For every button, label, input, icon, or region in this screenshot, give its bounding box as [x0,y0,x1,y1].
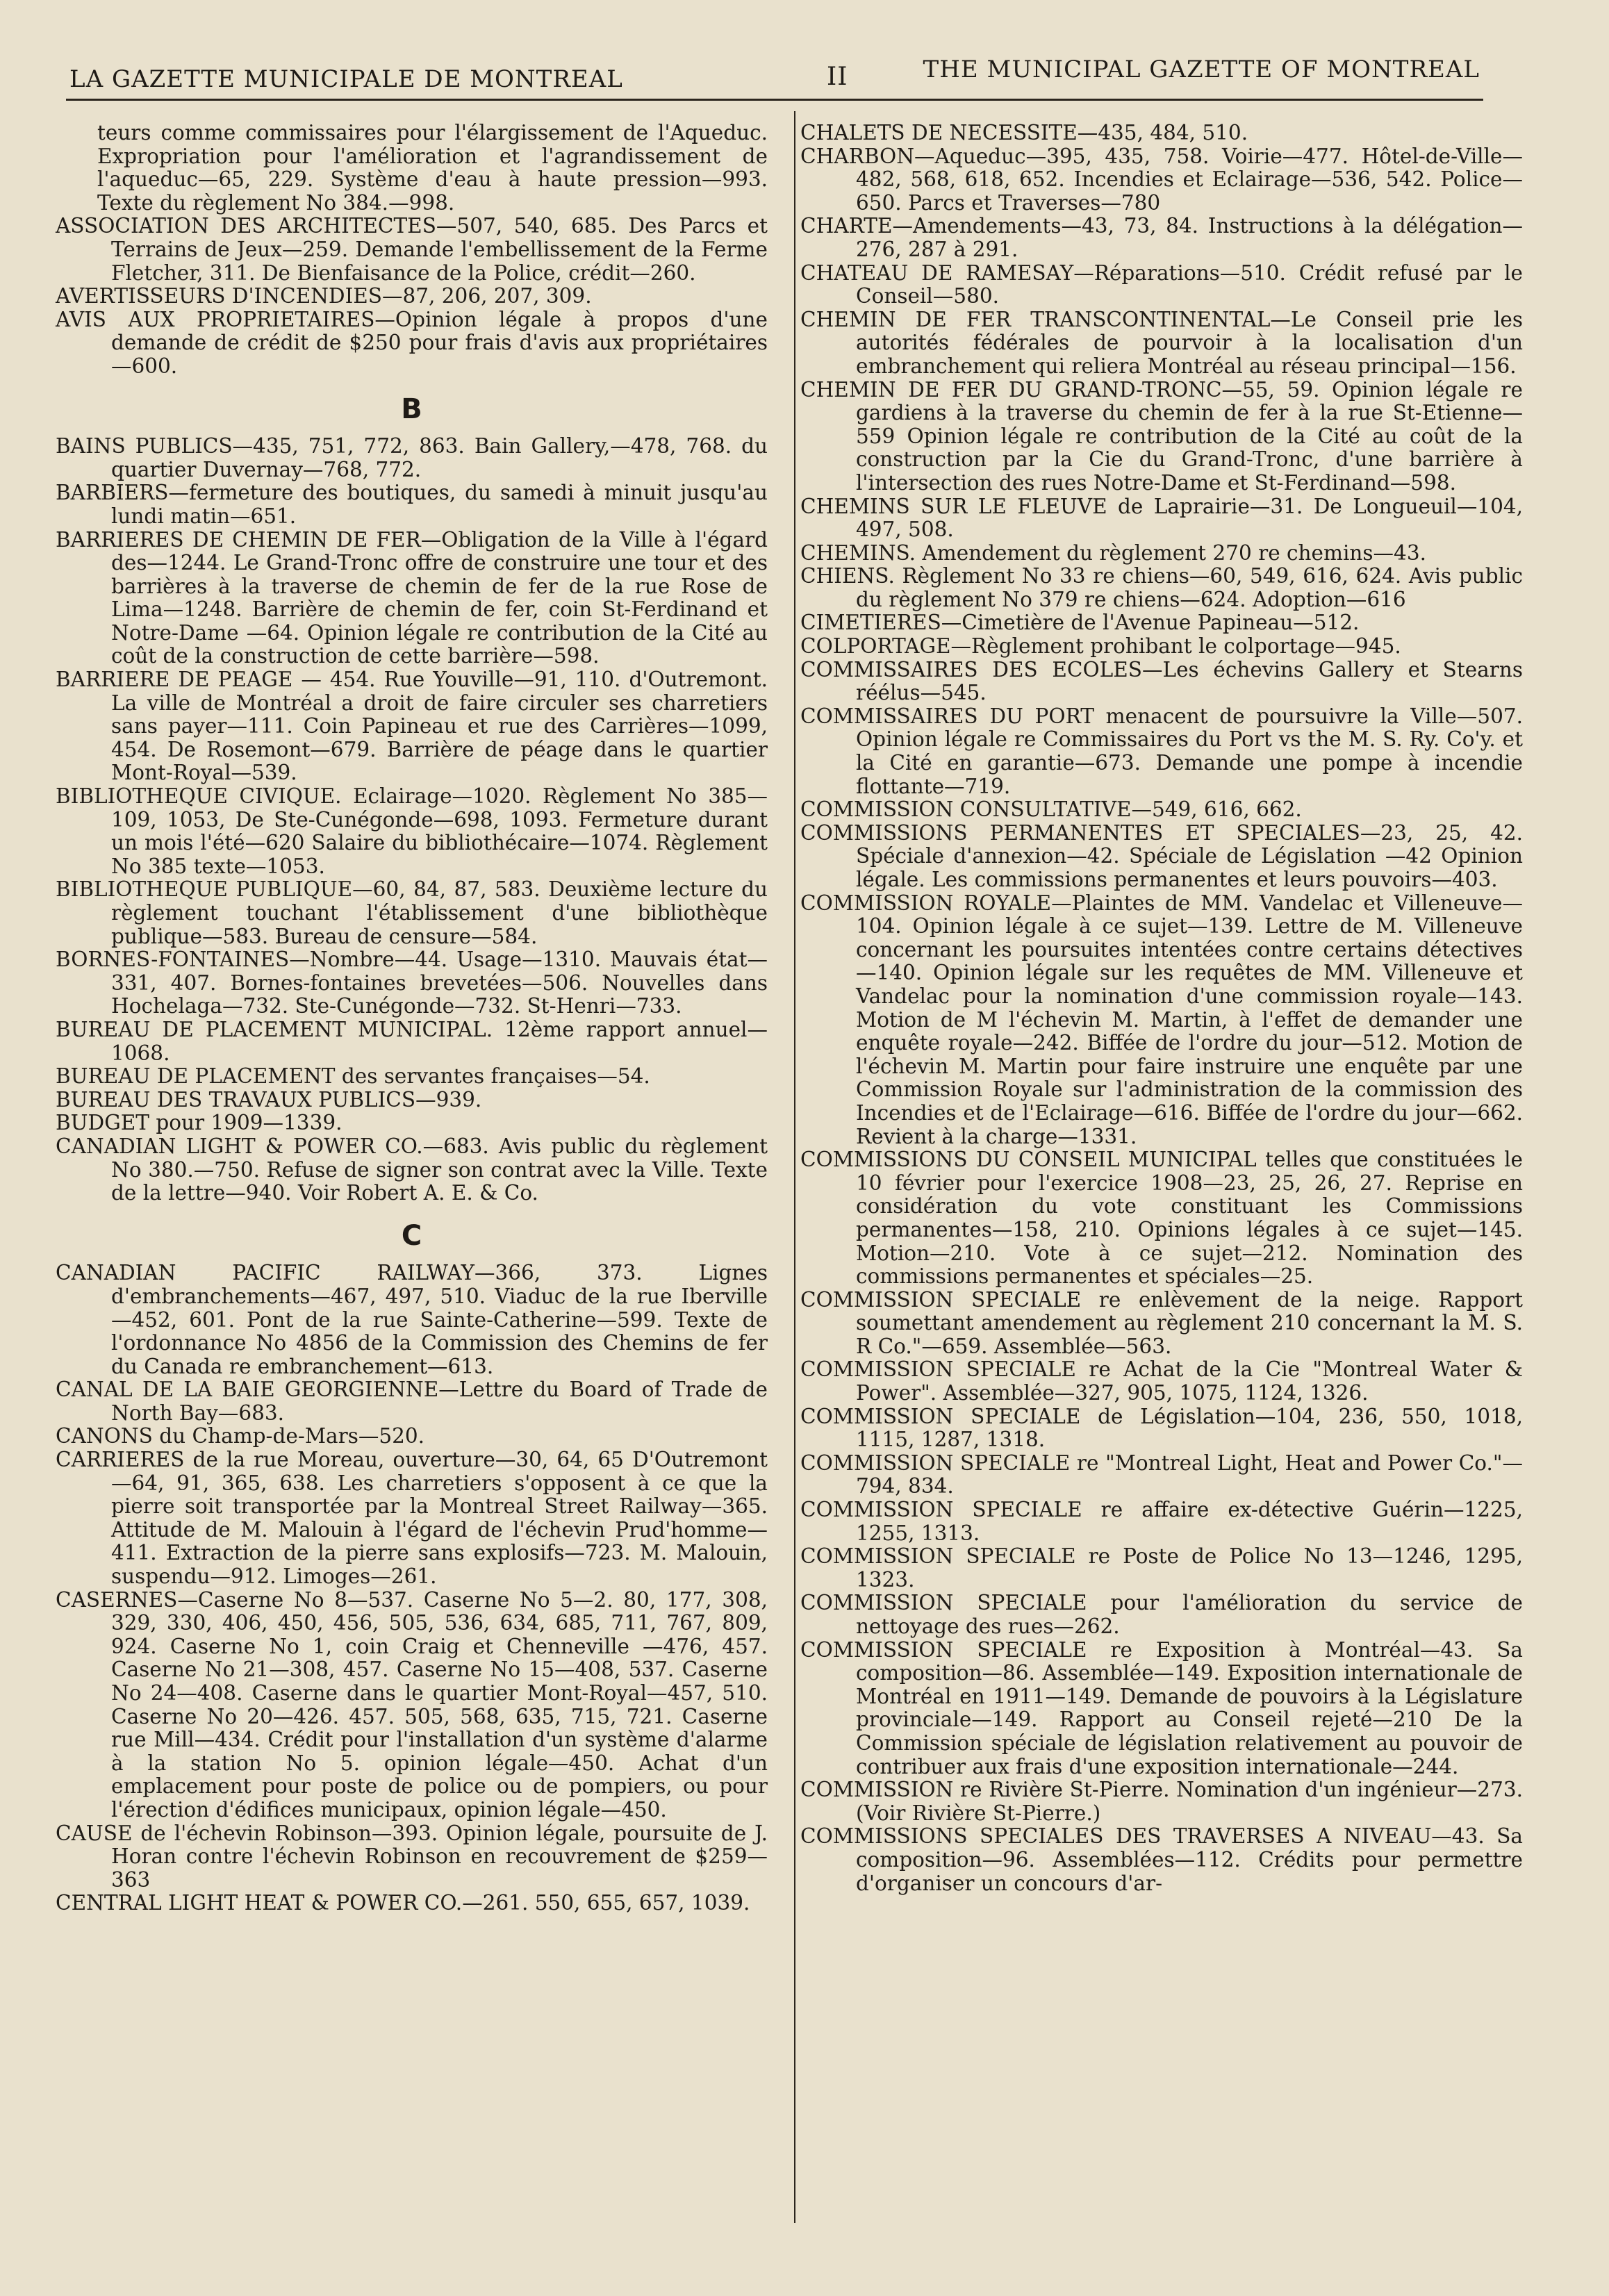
index-entry: BARRIERES DE CHEMIN DE FER—Obligation de la Ville à l'égard des—1244. Le Grand-Tronc offre de construire une tour et des barrières à la traverse de chemin de fer de la rue Rose de Lima—1248. Barrière de chemin de fer, coin St-Ferdinand et Notre-Dame —64. Opinion légale re contribution de la Cité au coût de la construction de cette barrière—598. [56,527,768,668]
index-entry: CHARBON—Aqueduc—395, 435, 758. Voirie—477. Hôtel-de-Ville—482, 568, 618, 652. Incendies et Eclairage—536, 542. Police—650. Parcs et Traverses—780 [800,144,1523,215]
page-number: II [827,63,848,91]
index-entry: CHIENS. Règlement No 33 re chiens—60, 549, 616, 624. Avis public du règlement No 379 re chiens—624. Adoption—616 [800,564,1523,611]
index-entry: COMMISSION SPECIALE re Poste de Police No 13—1246, 1295, 1323. [800,1544,1523,1592]
index-entry: BUDGET pour 1909—1339. [56,1111,343,1135]
index-entry: COMMISSION SPECIALE re Exposition à Montréal—43. Sa composition—86. Assemblée—149. Exposition internationale de Montréal en 1911—149. Demande de pouvoirs à la Législature provinciale—149. Rapport au Conseil rejeté—210 De la Commission spéciale de législation relativement au pouvoir de contribuer aux frais d'une exposition internationale—244. [800,1637,1523,1778]
index-entry: COMMISSION SPECIALE re affaire ex-détective Guérin—1225, 1255, 1313. [800,1498,1523,1545]
index-entry: CHATEAU DE RAMESAY—Réparations—510. Crédit refusé par le Conseil—580. [800,261,1523,308]
index-entry: CHEMINS. Amendement du règlement 270 re chemins—43. [800,540,1426,565]
index-entry: BIBLIOTHEQUE CIVIQUE. Eclairage—1020. Règlement No 385—109, 1053, De Ste-Cunégonde—698, 1093. Fermeture durant un mois l'été—620 Salaire du bibliothécaire—1074. Règlement No 385 texte—1053. [56,784,768,878]
index-entry: AVIS AUX PROPRIETAIRES—Opinion légale à propos d'une demande de crédit de $250 pour frais d'avis aux propriétaires—600. [56,307,768,378]
header-left-title: LA GAZETTE MUNICIPALE DE MONTREAL [69,65,623,93]
index-entry: CIMETIERES—Cimetière de l'Avenue Papineau—512. [800,611,1360,635]
index-entry: COMMISSION SPECIALE re "Montreal Light, Heat and Power Co."—794, 834. [800,1451,1523,1498]
index-entry: AVERTISSEURS D'INCENDIES—87, 206, 207, 309. [56,284,592,308]
left-column [56,122,768,1915]
index-entry: CASERNES—Caserne No 8—537. Caserne No 5—2. 80, 177, 308, 329, 330, 406, 450, 456, 505, 536, 634, 685, 711, 767, 809, 924. Caserne No 1, coin Craig et Chenneville —476, 457. Caserne No 21—308, 457. Caserne No 15—408, 537. Caserne No 24—408. Caserne dans le quartier Mont-Royal—457, 510. Caserne No 20—426. 457. 505, 568, 635, 715, 721. Caserne rue Mill—434. Crédit pour l'installation d'un système d'alarme à la station No 5. opinion légale—450. Achat d'un emplacement pour poste de police ou de pompiers, ou pour l'érection d'édifices municipaux, opinion légale—450. [56,1587,768,1822]
index-entry: CHEMIN DE FER DU GRAND-TRONC—55, 59. Opinion légale re gardiens à la traverse du chemin de fer à la rue St-Etienne—559 Opinion légale re contribution de la Cité au coût de la construction par la Cie du Grand-Tronc, d'une barrière à l'intersection des rues Notre-Dame et St-Ferdinand—598. [800,377,1523,495]
page-header [69,56,1480,97]
index-entry: CHARTE—Amendements—43, 73, 84. Instructions à la délégation—276, 287 à 291. [800,214,1523,261]
index-entry: COMMISSION CONSULTATIVE—549, 616, 662. [800,798,1302,822]
index-entry: COMMISSIONS DU CONSEIL MUNICIPAL telles que constituées le 10 février pour l'exercice 1908—23, 25, 26, 27. Reprise en considération du vote constituant les Commissions permanentes—158, 210. Opinions légales à ce sujet—145. Motion—210. Vote à ce sujet—212. Nomination des commissions permanentes et spéciales—25. [800,1148,1523,1289]
index-entry: BAINS PUBLICS—435, 751, 772, 863. Bain Gallery,—478, 768. du quartier Duvernay—768, 772. [56,434,768,481]
index-entry: COMMISSIONS SPECIALES DES TRAVERSES A NIVEAU—43. Sa composition—96. Assemblées—112. Crédits pour permettre d'organiser un concours d'ar- [800,1824,1523,1895]
column-divider [794,111,795,2223]
index-entry: COMMISSION SPECIALE pour l'amélioration du service de nettoyage des rues—262. [800,1591,1523,1638]
index-entry: BUREAU DE PLACEMENT des servantes françaises—54. [56,1064,650,1089]
section-letter-b: B [401,393,422,425]
index-entry: CANADIAN LIGHT & POWER CO.—683. Avis public du règlement No 380.—750. Refuse de signer son contrat avec la Ville. Texte de la lettre—940. Voir Robert A. E. & Co. [56,1134,768,1205]
index-entry: BARRIERE DE PEAGE — 454. Rue Youville—91, 110. d'Outremont. La ville de Montréal a droit de faire circuler ses charretiers sans payer—111. Coin Papineau et rue des Carrières—1099, 454. De Rosemont—679. Barrière de péage dans le quartier Mont-Royal—539. [56,668,768,785]
header-rule [66,99,1483,101]
index-entry: CHEMINS SUR LE FLEUVE de Laprairie—31. De Longueuil—104, 497, 508. [800,494,1523,542]
section-letter-c: C [401,1219,422,1252]
index-entry: COLPORTAGE—Règlement prohibant le colportage—945. [800,634,1401,659]
index-entry: CHEMIN DE FER TRANSCONTINENTAL—Le Conseil prie les autorités fédérales de pourvoir à la localisation d'un embranchement qui reliera Montréal au réseau principal—156. [800,307,1523,378]
right-column [800,122,1523,1895]
index-entry: BUREAU DE PLACEMENT MUNICIPAL. 12ème rapport annuel—1068. [56,1017,768,1065]
header-right-title: THE MUNICIPAL GAZETTE OF MONTREAL [923,56,1480,83]
index-entry: BARBIERS—fermeture des boutiques, du samedi à minuit jusqu'au lundi matin—651. [56,481,768,528]
index-entry: CANAL DE LA BAIE GEORGIENNE—Lettre du Board of Trade de North Bay—683. [56,1378,768,1425]
index-entry: CANONS du Champ-de-Mars—520. [56,1424,425,1448]
index-entry: CHALETS DE NECESSITE—435, 484, 510. [800,121,1248,144]
index-entry: CANADIAN PACIFIC RAILWAY—366, 373. Lignes d'embranchements—467, 497, 510. Viaduc de la rue Iberville—452, 601. Pont de la rue Sainte-Catherine—599. Texte de l'ordonnance No 4856 de la Commission des Chemins de fer du Canada re embranchement—613. [56,1261,768,1378]
index-entry: ASSOCIATION DES ARCHITECTES—507, 540, 685. Des Parcs et Terrains de Jeux—259. Demande l'embellissement de la Ferme Fletcher, 311. De Bienfaisance de la Police, crédit—260. [56,214,768,285]
index-entry: COMMISSION SPECIALE re Achat de la Cie "Montreal Water & Power". Assemblée—327, 905, 1075, 1124, 1326. [800,1357,1523,1405]
index-entry: BIBLIOTHEQUE PUBLIQUE—60, 84, 87, 583. Deuxième lecture du règlement touchant l'établissement d'une bibliothèque publique—583. Bureau de censure—584. [56,877,768,948]
index-entry: CAUSE de l'échevin Robinson—393. Opinion légale, poursuite de J. Horan contre l'échevin Robinson en recouvrement de $259—363 [56,1821,768,1892]
index-entry: CENTRAL LIGHT HEAT & POWER CO.—261. 550, 655, 657, 1039. [56,1891,750,1915]
index-entry: COMMISSAIRES DU PORT menacent de poursuivre la Ville—507. Opinion légale re Commissaires du Port vs the M. S. Ry. Co'y. et la Cité en garantie—673. Demande une pompe à incendie flottante—719. [800,704,1523,798]
index-entry: COMMISSION ROYALE—Plaintes de MM. Vandelac et Villeneuve—104. Opinion légale à ce sujet—139. Lettre de M. Villeneuve concernant les poursuites intentées contre certains détectives—140. Opinion légale sur les requêtes de MM. Villeneuve et Vandelac pour la nomination d'une commission royale—143. Motion de M l'échevin M. Martin, à l'effet de demander une enquête royale—242. Biffée de l'ordre du jour—512. Motion de l'échevin M. Martin pour faire instruire une enquête par une Commission Royale sur l'administration de la commission des Incendies et de l'Eclairage—616. Biffée de l'ordre du jour—662. Revient à la charge—1331. [800,891,1523,1148]
index-entry: BUREAU DES TRAVAUX PUBLICS—939. [56,1087,482,1112]
index-entry: COMMISSION re Rivière St-Pierre. Nomination d'un ingénieur—273. (Voir Rivière St-Pierre.) [800,1778,1523,1825]
index-entry: COMMISSION SPECIALE re enlèvement de la neige. Rapport soumettant amendement au règlement 210 concernant la M. S. R Co."—659. Assemblée—563. [800,1287,1523,1358]
index-entry: CARRIERES de la rue Moreau, ouverture—30, 64, 65 D'Outremont—64, 91, 365, 638. Les charretiers s'opposent à ce que la pierre soit transportée par la Montreal Street Railway—365. Attitude de M. Malouin à l'égard de l'échevin Prud'homme—411. Extraction de la pierre sans explosifs—723. M. Malouin, suspendu—912. Limoges—261. [56,1448,768,1589]
index-entry: COMMISSION SPECIALE de Législation—104, 236, 550, 1018, 1115, 1287, 1318. [800,1404,1523,1452]
index-entry: teurs comme commissaires pour l'élargissement de l'Aqueduc. Expropriation pour l'amélioration et l'agrandissement de l'aqueduc—65, 229. Système d'eau à haute pression—993. Texte du règlement No 384.—998. [97,121,768,215]
index-entry: BORNES-FONTAINES—Nombre—44. Usage—1310. Mauvais état—331, 407. Bornes-fontaines brevetées—506. Nouvelles dans Hochelaga—732. Ste-Cunégonde—732. St-Henri—733. [56,948,768,1018]
index-entry: COMMISSIONS PERMANENTES ET SPECIALES—23, 25, 42. Spéciale d'annexion—42. Spéciale de Législation —42 Opinion légale. Les commissions permanentes et leurs pouvoirs—403. [800,820,1523,891]
index-entry: COMMISSAIRES DES ECOLES—Les échevins Gallery et Stearns réélus—545. [800,657,1523,705]
